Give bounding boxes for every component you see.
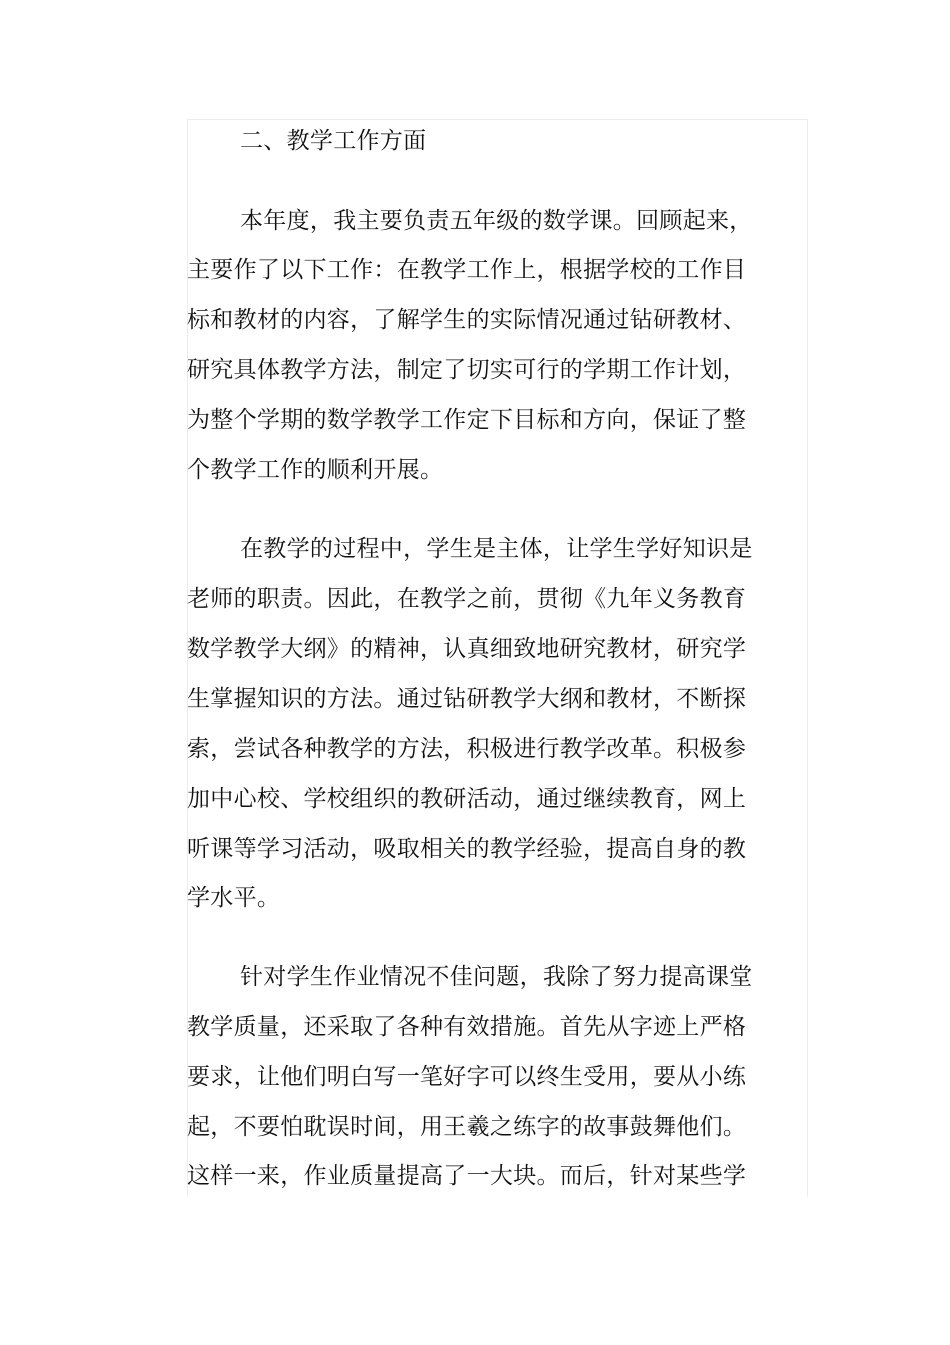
paragraph-2-line-7: 听课等学习活动，吸取相关的教学经验，提高自身的教	[187, 836, 747, 862]
paragraph-2-line-3: 数学教学大纲》的精神，认真细致地研究教材，研究学	[187, 636, 747, 662]
paragraph-2-line-2: 老师的职责。因此，在教学之前，贯彻《九年义务教育	[187, 586, 747, 612]
paragraph-1-line-1: 本年度，我主要负责五年级的数学课。回顾起来，	[240, 208, 753, 234]
paragraph-2-line-4: 生掌握知识的方法。通过钻研教学大纲和教材，不断探	[187, 686, 747, 712]
paragraph-1-line-4: 研究具体教学方法，制定了切实可行的学期工作计划，	[187, 357, 747, 383]
paragraph-1-line-5: 为整个学期的数学教学工作定下目标和方向，保证了整	[187, 407, 747, 433]
paragraph-3-line-3: 要求，让他们明白写一笔好字可以终生受用，要从小练	[187, 1064, 747, 1090]
paragraph-2-line-6: 加中心校、学校组织的教研活动，通过继续教育，网上	[187, 786, 747, 812]
paragraph-1-line-6: 个教学工作的顺利开展。	[187, 457, 444, 483]
paragraph-2-line-8: 学水平。	[187, 885, 281, 911]
paragraph-2-line-1: 在教学的过程中，学生是主体，让学生学好知识是	[240, 536, 753, 562]
paragraph-1-line-3: 标和教材的内容，了解学生的实际情况通过钻研教材、	[187, 307, 747, 333]
paragraph-3-line-4: 起，不要怕耽误时间，用王羲之练字的故事鼓舞他们。	[187, 1114, 747, 1140]
paragraph-1-line-2: 主要作了以下工作：在教学工作上，根据学校的工作目	[187, 257, 747, 283]
paragraph-3-line-1: 针对学生作业情况不佳问题，我除了努力提高课堂	[240, 964, 753, 990]
paragraph-3-line-5: 这样一来，作业质量提高了一大块。而后，针对某些学	[187, 1163, 747, 1189]
section-heading: 二、教学工作方面	[240, 128, 427, 154]
paragraph-3-line-2: 教学质量，还采取了各种有效措施。首先从字迹上严格	[187, 1014, 747, 1040]
paragraph-2-line-5: 索，尝试各种教学的方法，积极进行教学改革。积极参	[187, 736, 747, 762]
